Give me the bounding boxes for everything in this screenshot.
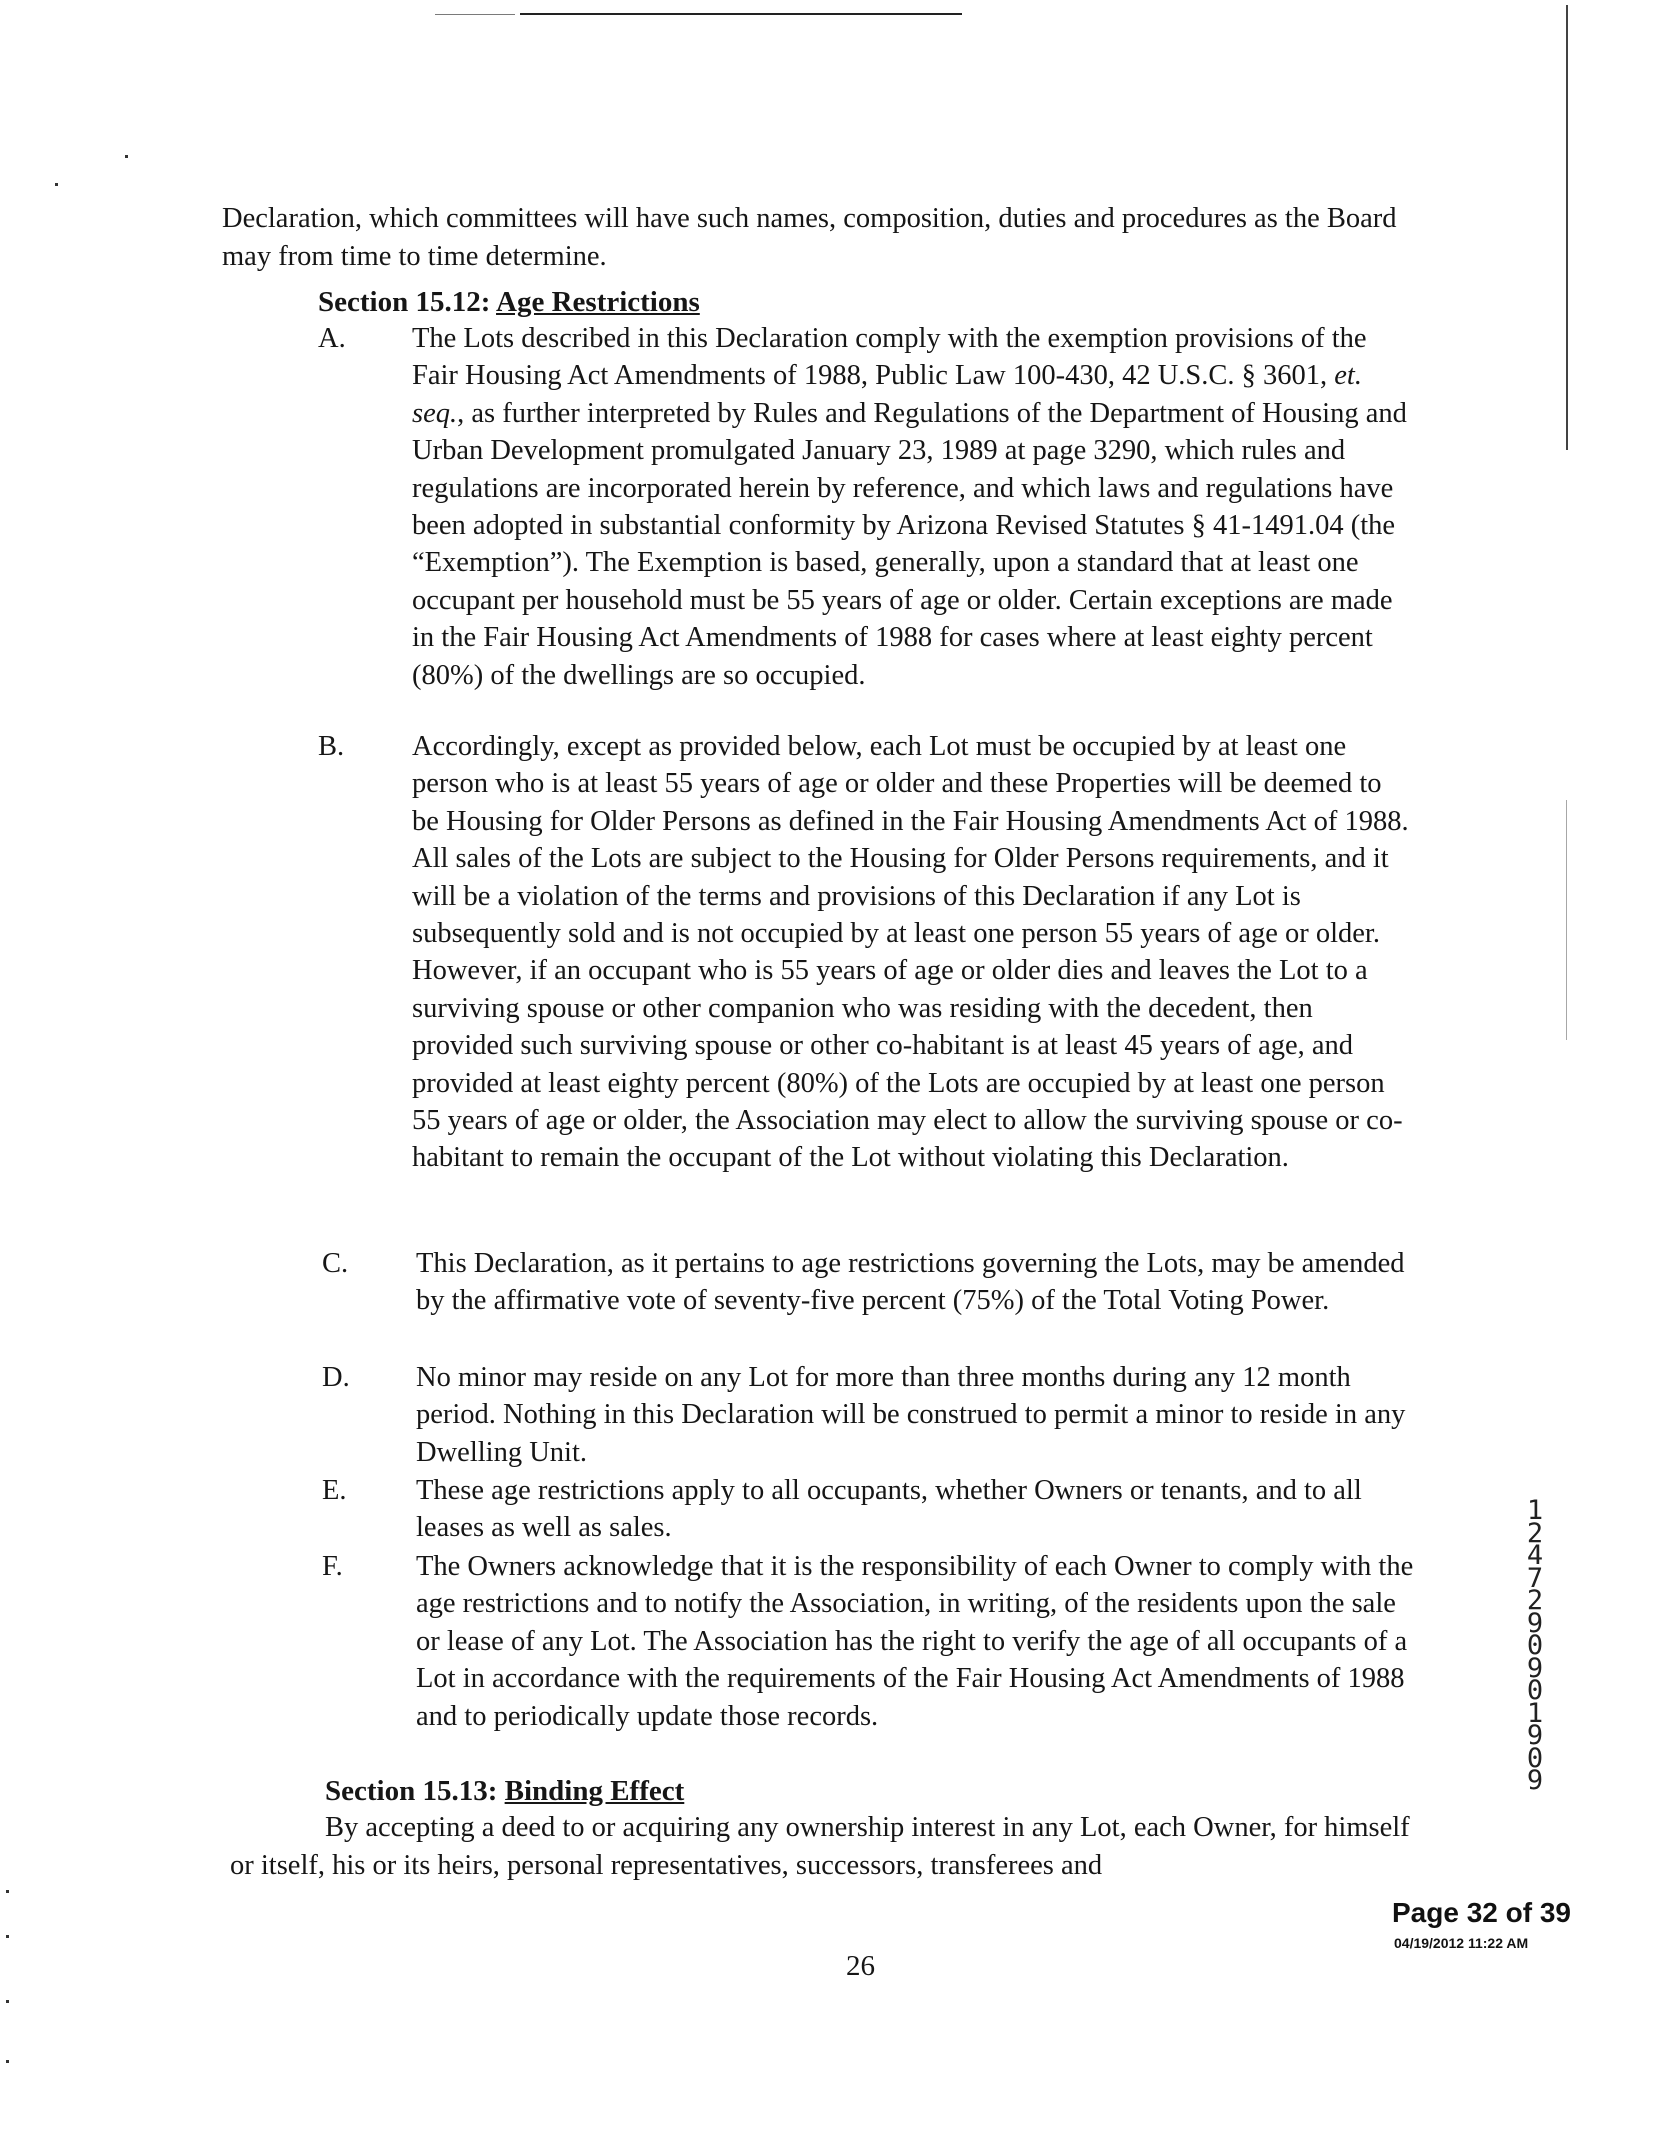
scan-right-edge-line-lower	[1566, 800, 1567, 1040]
list-letter: A.	[318, 323, 346, 354]
scan-speck	[6, 2060, 9, 2063]
list-item	[322, 1245, 1422, 1320]
list-text: This Declaration, as it pertains to age restrictions governing the Lots, may be amended by the affirmative vote of seventy-five percent (75%) of the Total Voting Power.	[416, 1248, 1405, 1317]
italic-citation: et. seq.	[412, 360, 1362, 429]
list-text-part: The Lots described in this Declaration comply with the exemption provisions of the Fair Housing Act Amendments of 1988, Public Law 100-430, 42 U.S.C. § 3601,	[412, 323, 1367, 392]
section-label: Section 15.13:	[325, 1775, 498, 1807]
list-item	[322, 1359, 1422, 1471]
list-text: The Owners acknowledge that it is the responsibility of each Owner to comply with the age restrictions and to notify the Association, in writing, of the residents upon the sale or lease of any Lot. The Association has the right to verify the age of all occupants of a Lot in accordance with the requirements of the Fair Housing Act Amendments of 1988 and to periodically update those records.	[416, 1551, 1414, 1732]
page-counter: Page 32 of 39	[1392, 1897, 1571, 1928]
recording-timestamp: 04/19/2012 11:22 AM	[1394, 1935, 1529, 1951]
scan-top-line-dashed	[435, 14, 515, 15]
binding-effect-paragraph: By accepting a deed to or acquiring any ownership interest in any Lot, each Owner, for himself or itself, his or its heirs, personal representatives, successors, transferees and	[230, 1812, 1410, 1881]
list-letter: B.	[318, 731, 345, 762]
section-label: Section 15.12:	[318, 286, 491, 318]
section-15-12-heading	[318, 284, 700, 322]
section-title: Binding Effect	[504, 1775, 685, 1807]
list-item	[318, 320, 1418, 694]
list-letter: D.	[322, 1362, 350, 1393]
section-title: Age Restrictions	[496, 286, 700, 318]
list-item	[322, 1472, 1422, 1547]
list-letter: C.	[322, 1248, 349, 1279]
scan-speck	[6, 2000, 9, 2003]
page-number: 26	[846, 1950, 875, 1982]
scan-speck	[6, 1935, 9, 1938]
recording-number: 12472909 01909	[1526, 1495, 1544, 1796]
scan-speck	[125, 155, 128, 158]
scan-speck	[55, 183, 58, 186]
list-item	[318, 728, 1418, 1177]
scan-speck	[6, 1890, 9, 1893]
section-15-13-heading	[325, 1773, 684, 1811]
scan-top-line	[520, 13, 962, 15]
list-item	[322, 1548, 1422, 1735]
list-text: These age restrictions apply to all occupants, whether Owners or tenants, and to all leases as well as sales.	[416, 1475, 1362, 1544]
list-text-part: , as further interpreted by Rules and Regulations of the Department of Housing and Urban Development promulgated January 23, 1989 at page 3290, which rules and regulations are incorporated herein by reference, and which laws and regulations have been adopted in substantial conformity by Arizona Revised Statutes § 41-1491.04 (the “Exemption”). The Exemption is based, generally, upon a standard that at least one occupant per household must be 55 years of age or older. Certain exceptions are made in the Fair Housing Act Amendments of 1988 for cases where at least eighty percent (80%) of the dwellings are so occupied.	[412, 397, 1407, 691]
list-text: Accordingly, except as provided below, each Lot must be occupied by at least one person who is at least 55 years of age or older and these Properties will be deemed to be Housing for Older Persons as defined in the Fair Housing Amendments Act of 1988. All sales of the Lots are subject to the Housing for Older Persons requirements, and it will be a violation of the terms and provisions of this Declaration if any Lot is subsequently sold and is not occupied by at least one person 55 years of age or older. However, if an occupant who is 55 years of age or older dies and leaves the Lot to a surviving spouse or other companion who was residing with the decedent, then provided such surviving spouse or other co-habitant is at least 45 years of age, and provided at least eighty percent (80%) of the Lots are occupied by at least one person 55 years of age or older, the Association may elect to allow the surviving spouse or co-habitant to remain the occupant of the Lot without violating this Declaration.	[412, 731, 1409, 1174]
list-text: No minor may reside on any Lot for more than three months during any 12 month period. Nothing in this Declaration will be construed to permit a minor to reside in any Dwelling Unit.	[416, 1362, 1406, 1468]
list-letter: F.	[322, 1551, 343, 1582]
continuation-paragraph: Declaration, which committees will have such names, composition, duties and procedures as the Board may from time to time determine.	[222, 203, 1397, 272]
list-letter: E.	[322, 1475, 347, 1506]
scan-right-edge-line	[1566, 5, 1568, 450]
list-text	[412, 320, 1412, 694]
